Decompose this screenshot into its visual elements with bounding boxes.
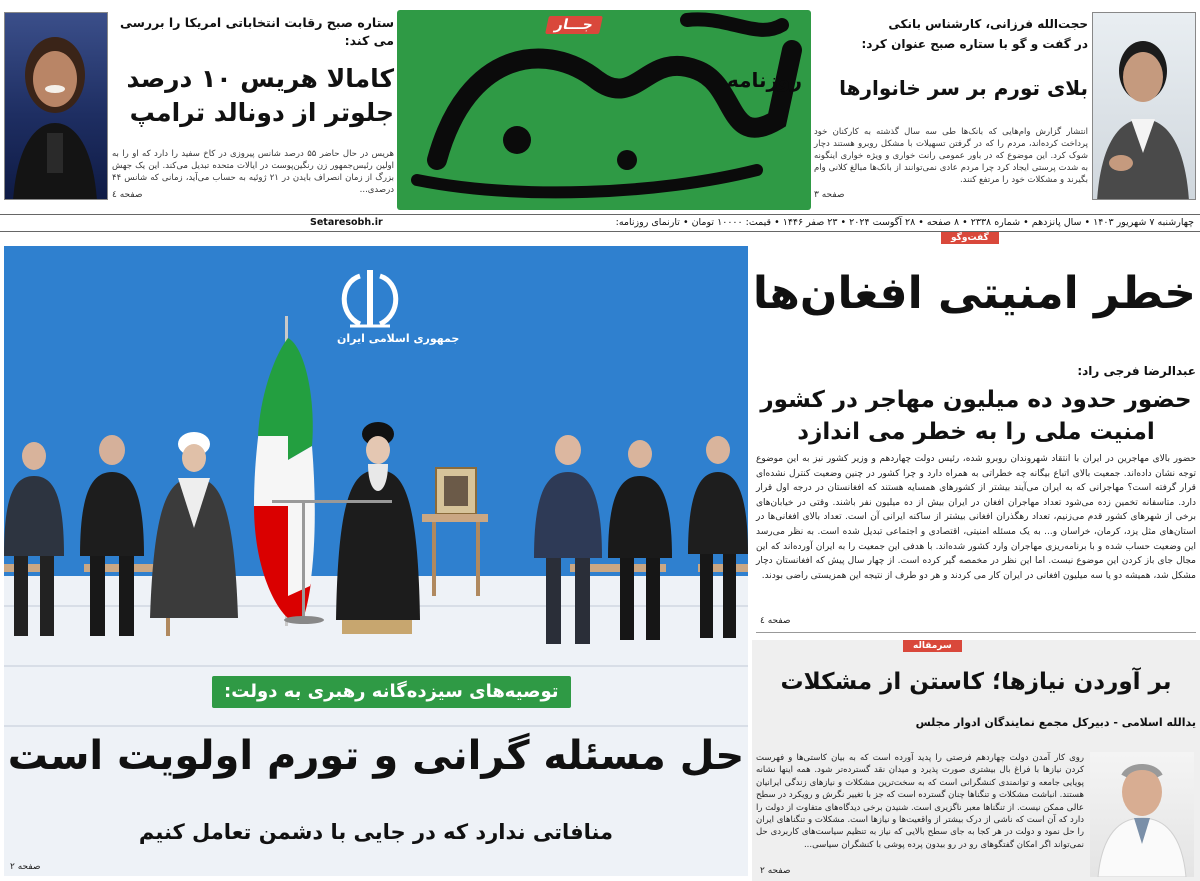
- issue-meta: چهارشنبه ۷ شهریور ۱۴۰۳ • سال پانزدهم • شماره ۲۳۳۸ • ۸ صفحه • ۲۸ آگوست ۲۰۲۴ • ۲۳ صفر ۱۴۴۶ • قیمت: ۱۰۰۰۰ تومان • تارنمای روزنامه:: [615, 217, 1194, 228]
- inflation-headline[interactable]: بلای تورم بر سر خانوارها: [839, 76, 1088, 100]
- inflation-page-ref: صفحه ۳: [814, 190, 845, 200]
- issue-info-bar: [0, 214, 1200, 232]
- harris-headline[interactable]: [112, 62, 394, 130]
- afghan-section-tag: گفت‌وگو: [941, 232, 999, 244]
- harris-headline-line1: کامالا هریس ۱۰ درصد: [126, 64, 394, 93]
- eslami-photo: [1090, 752, 1194, 877]
- main-story-headline[interactable]: حل مسئله گرانی و تورم اولویت است: [7, 733, 745, 779]
- masthead-tagline: روزنامه: [727, 68, 802, 92]
- editorial-headline[interactable]: بر آوردن نیازها؛ کاستن از مشکلات: [780, 669, 1172, 695]
- harris-headline-line2: جلوتر از دونالد ترامپ: [129, 98, 394, 127]
- afghan-headline[interactable]: خطر امنیتی افغان‌ها: [752, 268, 1196, 319]
- website-link[interactable]: Setaresobh.ir: [310, 217, 383, 228]
- harris-kicker: ستاره صبح رقابت انتخاباتی امریکا را بررسی می کند:: [119, 15, 394, 48]
- farzani-kicker-line1: حجت‌الله فرزانی، کارشناس بانکی: [888, 17, 1088, 31]
- main-story-page-ref: صفحه ۲: [10, 862, 41, 872]
- afghan-author: عبدالرضا فرجی راد:: [1077, 364, 1196, 378]
- farzani-kicker: [814, 14, 1088, 54]
- column-divider: [756, 632, 1196, 633]
- editorial-body: روی کار آمدن دولت چهاردهم فرصتی را پدید آورده است که به بیان کاستی‌ها و فهرست کردن نیازها با فراغ بال بیشتری صورت پذیرد و میدان نقد گسترده‌تر شود. همه اینها نشانه پویایی جامعه و توانمندی کنشگرانی است که به سخت‌ترین مشکلات و نیازهای زندگی ایرانیان هستند. انباشت مشکلات و تنگناها چنان گسترده است که جز با تغییر نگرش و رویکرد در سطح عالی ممکن نیست. از تنگناها معبر ناگزیری است. شنیدن برخی دیدگاه‌های متفاوت از دولت را دارد که آن است که ناشی از درک بیشتر از واقعیت‌ها و نیازها است. مشکلات و تنگناهای ایران را حل نمود و دولت در هر کجا به جای سطح بالایی که نیاز به تنظیم سیاست‌های کاربردی حل نمی‌تواند اگر امکان گفتگوهای رو در رو بیدون پرده پوشی با کنشگران سیاسی...: [756, 753, 1084, 850]
- afghan-subhead: [756, 384, 1196, 448]
- nameplate-logo: [397, 10, 811, 210]
- harris-photo: [4, 12, 108, 200]
- afghan-page-ref: صفحه ٤: [760, 616, 791, 626]
- afghan-subhead-line1: حضور حدود ده میلیون مهاجر در کشور: [760, 387, 1192, 413]
- main-story-kicker: توصیه‌های سیزده‌گانه رهبری به دولت:: [212, 676, 571, 708]
- emblem-caption: جمهوری اسلامی ایران: [337, 332, 460, 345]
- afghan-subhead-line2: امنیت ملی را به خطر می اندازد: [797, 419, 1155, 445]
- farzani-photo: [1092, 12, 1196, 200]
- farzani-kicker-line2: در گفت و گو با ستاره صبح عنوان کرد:: [861, 37, 1088, 51]
- afghan-body: حضور بالای مهاجرین در ایران با انتقاد شهروندان روبرو شده، رئیس دولت چهاردهم و وزیر کشور نیز به این موضوع توجه نشان داده‌اند. جمعیت بالای اتباع بیگانه چه خطراتی به همراه دارد و چرا کشور در چنین وضعیت کنترل نشده‌ای قرار گرفته است؟ مهاجرانی که به ایران می‌آیند بیشتر از کشورهای همسایه هستند که افغانستان در درجه اول قرار دارد. متاسفانه تخمین زده می‌شود تعداد مهاجران افغان در ایران بیش از ده میلیون نفر باشند. وقتی در خیابان‌های برخی از شهرهای کشور قدم می‌زنیم، تعداد رهگذران افغانی بیشتر از ساکنه ایرانی آن است. تعداد بالای افغانی‌ها در استان‌های مثل یزد، کرمان، خراسان و... به یک مسئله امنیتی، اقتصادی و اجتماعی تبدیل شده است. به نظر می‌رسد این وضعیت حساب شده و با برنامه‌ریزی مهاجران وارد کشور شده‌اند. با هدفی این جمعیت را به ایران آورده‌اند که این مجال جای باز کردن این موضوع نیست. اما این نظر در مخمصه گیر کرده است. از چهار سال پیش که افغانستان دچار مشکل شد، همیشه دو یا سه میلیون افغانی در ایران کار می کردند و هر دو طرف از نتیجه این همزیستی راضی بودند.: [756, 454, 1196, 581]
- harris-page-ref: صفحه ٤: [112, 190, 143, 200]
- editorial-author: یدالله اسلامی - دبیرکل مجمع نمایندگان ادوار مجلس: [915, 716, 1196, 729]
- masthead-badge: جـــار: [545, 16, 603, 34]
- editorial-page-ref: صفحه ۲: [760, 866, 791, 876]
- masthead-nameplate: [397, 10, 811, 210]
- inflation-body: انتشار گزارش وام‌هایی که بانک‌ها طی سه سال گذشته به کارکنان خود پرداخت کرده‌اند، مردم را که در گرفتن تسهیلات با مشکل روبرو هستند دچار شوک کرد. این موضوع که در باور عمومی رانت خواری و ویژه خواری اینگونه به شدت پرستی ایجاد کرد چرا مردم عادی نمی‌توانند از بانک‌ها مبالغ کلانی وام بگیرند و مشکلات خود را مرتفع کنند.: [814, 127, 1088, 185]
- harris-body: هریس در حال حاضر ۵۵ درصد شانس پیروزی در کاخ سفید را دارد که او را به اولین رئیس‌جمهور زن رنگین‌پوست در ایالات متحده تبدیل می‌کند. این یک جهش بزرگ از زمان انصراف بایدن در ۲۱ ژوئیه به حساب می‌آید، زمانی که شانس ۴۴ درصدی...: [112, 149, 395, 195]
- editorial-section-tag: سرمقاله: [903, 640, 962, 652]
- main-story-subhead: منافاتی ندارد که در جایی با دشمن تعامل کنیم: [138, 820, 614, 844]
